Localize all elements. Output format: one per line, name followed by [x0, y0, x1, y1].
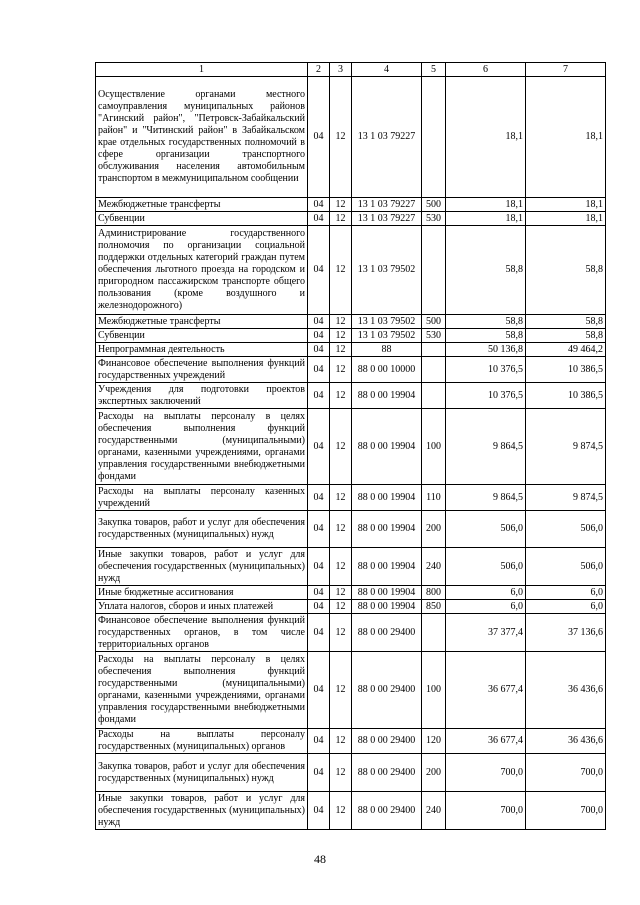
section-code-cell: 04 [308, 212, 330, 226]
row-name-cell: Осуществление органами местного самоуправления муниципальных районов "Агинский район", "Петровск-Забайкальский район" и "Читинский район" в Забайкальском крае отдельных государственных полномочий в сфере организации транспортного обслуживания населения автомобильным транспортом в межмуниципальном сообщении [96, 77, 308, 198]
amount-year2-cell: 700,0 [526, 792, 606, 830]
section-code-cell: 04 [308, 485, 330, 511]
expense-type-cell [422, 383, 446, 409]
amount-year2-cell: 18,1 [526, 212, 606, 226]
table-row [96, 77, 606, 198]
section-code-cell: 04 [308, 383, 330, 409]
target-article-cell: 88 0 00 29400 [352, 754, 422, 792]
amount-year1-cell: 9 864,5 [446, 485, 526, 511]
expense-type-cell: 110 [422, 485, 446, 511]
row-name-cell: Финансовое обеспечение выполнения функций государственных учреждений [96, 357, 308, 383]
table-row [96, 329, 606, 343]
target-article-cell: 88 0 00 19904 [352, 409, 422, 485]
row-name-cell: Расходы на выплаты персоналу казенных учреждений [96, 485, 308, 511]
row-name-cell: Субвенции [96, 212, 308, 226]
section-code-cell: 04 [308, 315, 330, 329]
section-code-cell: 04 [308, 343, 330, 357]
column-header: 5 [422, 63, 446, 77]
expense-type-cell [422, 77, 446, 198]
target-article-cell: 88 0 00 29400 [352, 729, 422, 754]
target-article-cell: 13 1 03 79502 [352, 226, 422, 315]
table-row [96, 729, 606, 754]
table-row [96, 652, 606, 729]
table-row [96, 485, 606, 511]
expense-type-cell: 240 [422, 792, 446, 830]
expense-type-cell: 240 [422, 548, 446, 586]
amount-year1-cell: 36 677,4 [446, 652, 526, 729]
section-code-cell: 04 [308, 792, 330, 830]
table-row [96, 315, 606, 329]
amount-year2-cell: 506,0 [526, 548, 606, 586]
expense-type-cell: 500 [422, 315, 446, 329]
amount-year2-cell: 700,0 [526, 754, 606, 792]
target-article-cell: 88 0 00 19904 [352, 485, 422, 511]
section-code-cell: 04 [308, 511, 330, 548]
table-row [96, 343, 606, 357]
expense-type-cell [422, 343, 446, 357]
row-name-cell: Иные бюджетные ассигнования [96, 586, 308, 600]
subsection-code-cell: 12 [330, 357, 352, 383]
subsection-code-cell: 12 [330, 383, 352, 409]
subsection-code-cell: 12 [330, 600, 352, 614]
table-row [96, 383, 606, 409]
subsection-code-cell: 12 [330, 652, 352, 729]
amount-year2-cell: 58,8 [526, 226, 606, 315]
amount-year2-cell: 18,1 [526, 77, 606, 198]
section-code-cell: 04 [308, 198, 330, 212]
row-name-cell: Закупка товаров, работ и услуг для обеспечения государственных (муниципальных) нужд [96, 511, 308, 548]
section-code-cell: 04 [308, 357, 330, 383]
expense-type-cell: 530 [422, 329, 446, 343]
amount-year2-cell: 36 436,6 [526, 652, 606, 729]
expense-type-cell: 500 [422, 198, 446, 212]
table-row [96, 792, 606, 830]
amount-year2-cell: 10 386,5 [526, 357, 606, 383]
row-name-cell: Субвенции [96, 329, 308, 343]
expense-type-cell: 120 [422, 729, 446, 754]
budget-table [95, 62, 606, 830]
table-row [96, 511, 606, 548]
table-header-row [96, 63, 606, 77]
expense-type-cell: 800 [422, 586, 446, 600]
subsection-code-cell: 12 [330, 548, 352, 586]
subsection-code-cell: 12 [330, 511, 352, 548]
row-name-cell: Межбюджетные трансферты [96, 198, 308, 212]
amount-year1-cell: 50 136,8 [446, 343, 526, 357]
target-article-cell: 88 0 00 19904 [352, 511, 422, 548]
section-code-cell: 04 [308, 600, 330, 614]
amount-year1-cell: 6,0 [446, 586, 526, 600]
table-row [96, 614, 606, 652]
section-code-cell: 04 [308, 754, 330, 792]
expense-type-cell [422, 614, 446, 652]
table-row [96, 754, 606, 792]
table-row [96, 409, 606, 485]
subsection-code-cell: 12 [330, 77, 352, 198]
subsection-code-cell: 12 [330, 729, 352, 754]
expense-type-cell: 200 [422, 511, 446, 548]
subsection-code-cell: 12 [330, 586, 352, 600]
target-article-cell: 88 0 00 19904 [352, 383, 422, 409]
amount-year2-cell: 6,0 [526, 586, 606, 600]
subsection-code-cell: 12 [330, 409, 352, 485]
section-code-cell: 04 [308, 729, 330, 754]
amount-year1-cell: 37 377,4 [446, 614, 526, 652]
column-header: 6 [446, 63, 526, 77]
subsection-code-cell: 12 [330, 754, 352, 792]
subsection-code-cell: 12 [330, 329, 352, 343]
table-row [96, 212, 606, 226]
target-article-cell: 88 0 00 29400 [352, 614, 422, 652]
amount-year1-cell: 6,0 [446, 600, 526, 614]
subsection-code-cell: 12 [330, 343, 352, 357]
amount-year2-cell: 37 136,6 [526, 614, 606, 652]
amount-year1-cell: 58,8 [446, 329, 526, 343]
subsection-code-cell: 12 [330, 614, 352, 652]
row-name-cell: Финансовое обеспечение выполнения функций государственных органов, в том числе территориальных органов [96, 614, 308, 652]
amount-year1-cell: 9 864,5 [446, 409, 526, 485]
subsection-code-cell: 12 [330, 792, 352, 830]
table-row [96, 600, 606, 614]
section-code-cell: 04 [308, 329, 330, 343]
target-article-cell: 13 1 03 79227 [352, 212, 422, 226]
amount-year1-cell: 18,1 [446, 198, 526, 212]
amount-year2-cell: 36 436,6 [526, 729, 606, 754]
row-name-cell: Межбюджетные трансферты [96, 315, 308, 329]
target-article-cell: 88 0 00 19904 [352, 548, 422, 586]
table-row [96, 586, 606, 600]
subsection-code-cell: 12 [330, 198, 352, 212]
subsection-code-cell: 12 [330, 315, 352, 329]
target-article-cell: 88 [352, 343, 422, 357]
row-name-cell: Администрирование государственного полномочия по организации социальной поддержки отдельных категорий граждан путем обеспечения льготного проезда на городском и пригородном пассажирском транспорте общего пользования (кроме воздушного и железнодорожного) [96, 226, 308, 315]
column-header: 2 [308, 63, 330, 77]
amount-year1-cell: 58,8 [446, 315, 526, 329]
page-number: 48 [314, 852, 326, 866]
amount-year1-cell: 10 376,5 [446, 357, 526, 383]
amount-year2-cell: 49 464,2 [526, 343, 606, 357]
target-article-cell: 88 0 00 19904 [352, 600, 422, 614]
amount-year1-cell: 36 677,4 [446, 729, 526, 754]
table-row [96, 357, 606, 383]
target-article-cell: 13 1 03 79502 [352, 315, 422, 329]
column-header: 4 [352, 63, 422, 77]
target-article-cell: 88 0 00 29400 [352, 792, 422, 830]
amount-year1-cell: 700,0 [446, 792, 526, 830]
row-name-cell: Закупка товаров, работ и услуг для обеспечения государственных (муниципальных) нужд [96, 754, 308, 792]
target-article-cell: 13 1 03 79502 [352, 329, 422, 343]
section-code-cell: 04 [308, 614, 330, 652]
row-name-cell: Иные закупки товаров, работ и услуг для обеспечения государственных (муниципальных) нужд [96, 548, 308, 586]
target-article-cell: 88 0 00 10000 [352, 357, 422, 383]
section-code-cell: 04 [308, 409, 330, 485]
table-body [96, 77, 606, 830]
section-code-cell: 04 [308, 77, 330, 198]
amount-year2-cell: 18,1 [526, 198, 606, 212]
row-name-cell: Учреждения для подготовки проектов экспертных заключений [96, 383, 308, 409]
amount-year1-cell: 18,1 [446, 77, 526, 198]
table-row [96, 198, 606, 212]
amount-year1-cell: 18,1 [446, 212, 526, 226]
row-name-cell: Расходы на выплаты персоналу государственных (муниципальных) органов [96, 729, 308, 754]
amount-year2-cell: 9 874,5 [526, 409, 606, 485]
section-code-cell: 04 [308, 548, 330, 586]
amount-year1-cell: 506,0 [446, 548, 526, 586]
target-article-cell: 88 0 00 29400 [352, 652, 422, 729]
expense-type-cell: 100 [422, 409, 446, 485]
expense-type-cell: 530 [422, 212, 446, 226]
section-code-cell: 04 [308, 652, 330, 729]
column-header: 7 [526, 63, 606, 77]
table-row [96, 548, 606, 586]
amount-year1-cell: 506,0 [446, 511, 526, 548]
amount-year1-cell: 58,8 [446, 226, 526, 315]
subsection-code-cell: 12 [330, 226, 352, 315]
section-code-cell: 04 [308, 586, 330, 600]
amount-year2-cell: 10 386,5 [526, 383, 606, 409]
column-header: 3 [330, 63, 352, 77]
target-article-cell: 88 0 00 19904 [352, 586, 422, 600]
expense-type-cell [422, 226, 446, 315]
expense-type-cell [422, 357, 446, 383]
amount-year1-cell: 700,0 [446, 754, 526, 792]
expense-type-cell: 100 [422, 652, 446, 729]
amount-year1-cell: 10 376,5 [446, 383, 526, 409]
row-name-cell: Уплата налогов, сборов и иных платежей [96, 600, 308, 614]
section-code-cell: 04 [308, 226, 330, 315]
row-name-cell: Расходы на выплаты персоналу в целях обеспечения выполнения функций государственными (муниципальными) органами, казенными учреждениями, органами управления государственными внебюджетными фондами [96, 652, 308, 729]
amount-year2-cell: 506,0 [526, 511, 606, 548]
row-name-cell: Непрограммная деятельность [96, 343, 308, 357]
subsection-code-cell: 12 [330, 485, 352, 511]
amount-year2-cell: 58,8 [526, 315, 606, 329]
amount-year2-cell: 58,8 [526, 329, 606, 343]
column-header: 1 [96, 63, 308, 77]
row-name-cell: Иные закупки товаров, работ и услуг для обеспечения государственных (муниципальных) нужд [96, 792, 308, 830]
amount-year2-cell: 9 874,5 [526, 485, 606, 511]
subsection-code-cell: 12 [330, 212, 352, 226]
expense-type-cell: 850 [422, 600, 446, 614]
target-article-cell: 13 1 03 79227 [352, 198, 422, 212]
row-name-cell: Расходы на выплаты персоналу в целях обеспечения выполнения функций государственными (муниципальными) органами, казенными учреждениями, органами управления государственными внебюджетными фондами [96, 409, 308, 485]
target-article-cell: 13 1 03 79227 [352, 77, 422, 198]
expense-type-cell: 200 [422, 754, 446, 792]
amount-year2-cell: 6,0 [526, 600, 606, 614]
table-row [96, 226, 606, 315]
